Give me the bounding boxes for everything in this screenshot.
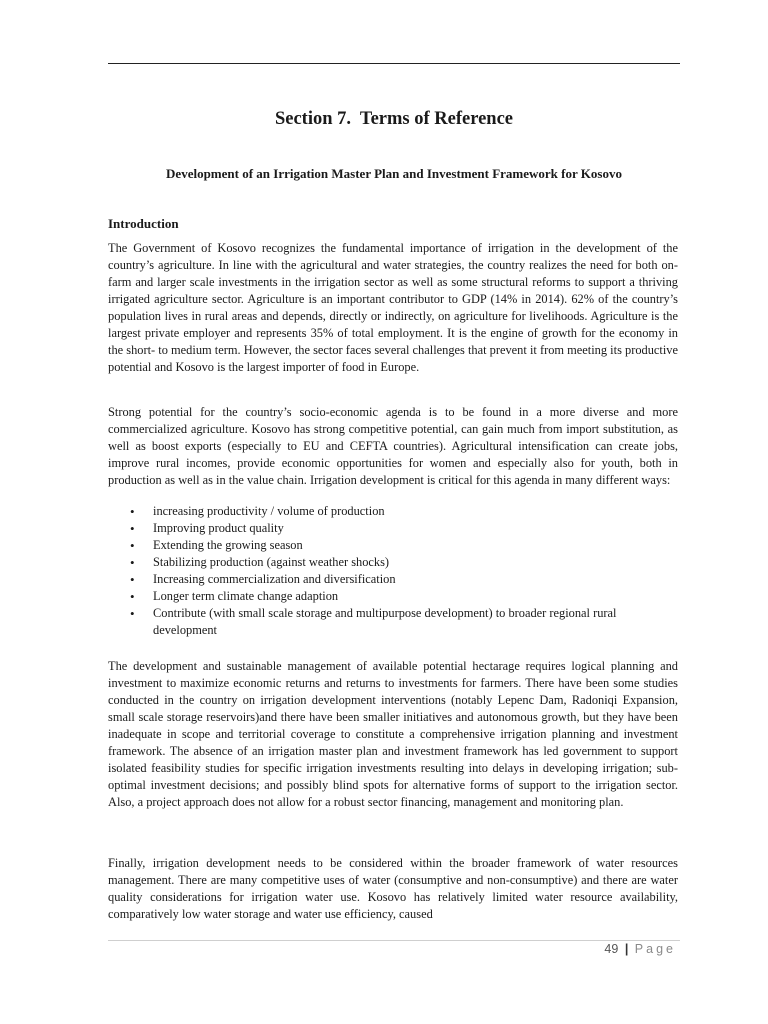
paragraph-potential: Strong potential for the country’s socio-economic agenda is to be found in a more diverse and more commercialized agriculture. Kosovo has strong competitive potential, can gain much from import substitution, as well as boost exports (especially to EU and CEFTA countries). Agricultural intensification can create jobs, improve rural incomes, provide economic opportunities for women and especially also for youth, both in production as well as in the value chain. Irrigation development is critical for this agenda in many different ways:: [108, 405, 678, 487]
header-rule: [108, 63, 680, 64]
footer-separator: |: [624, 942, 629, 956]
document-subtitle: Development of an Irrigation Master Plan and Investment Framework for Kosovo: [166, 166, 622, 181]
footer-rule: [108, 940, 680, 941]
list-item: • Extending the growing season: [108, 537, 678, 554]
list-item: • Longer term climate change adaption: [108, 588, 678, 605]
paragraph-development: The development and sustainable management of available potential hectarage requires logical planning and investment to maximize economic returns and returns to investments for farmers. There have been some studies conducted in the country on irrigation development interventions (notably Lepenc Dam, Radoniqi Expansion, small scale storage reservoirs)and there have been smaller initiatives and autonomous growth, but they have been inadequate in scope and territorial coverage to constitute a comprehensive irrigation planning and investment framework. The absence of an irrigation master plan and investment framework has led government to support isolated feasibility studies for specific irrigation investments resulting into delays in developing irrigation; sub-optimal investment decisions; and possibly blind spots for alternative forms of support to the irrigation sector. Also, a project approach does not allow for a robust sector financing, management and monitoring plan.: [108, 659, 678, 809]
list-item: • Increasing commercialization and diversification: [108, 571, 678, 588]
list-item: • Improving product quality: [108, 520, 678, 537]
introduction-heading: Introduction: [108, 216, 179, 231]
list-item: • Stabilizing production (against weather shocks): [108, 554, 678, 571]
paragraph-intro: The Government of Kosovo recognizes the fundamental importance of irrigation in the development of the country’s agriculture. In line with the agricultural and water strategies, the country realizes the need for both on-farm and larger scale investments in the irrigation sector as well as some structural reforms to support a thriving irrigated agriculture sector. Agriculture is an important contributor to GDP (14% in 2014). 62% of the country’s population lives in rural areas and depends, directly or indirectly, on agriculture for livelihoods. Agriculture is the largest private employer and represents 35% of total employment. It is the engine of growth for the economy in the short- to medium term. However, the sector faces several challenges that prevent it from meeting its productive potential and Kosovo is the largest importer of food in Europe.: [108, 241, 678, 374]
page-footer: [604, 942, 676, 956]
bullet-list: [108, 503, 678, 639]
list-item: • increasing productivity / volume of production: [108, 503, 678, 520]
list-item: • Contribute (with small scale storage and multipurpose development) to broader regional rural development: [108, 605, 678, 639]
page-label: Page: [634, 942, 676, 956]
paragraph-finally: Finally, irrigation development needs to be considered within the broader framework of water resources management. There are many competitive uses of water (consumptive and non-consumptive) and there are water quality considerations for irrigation water use. Kosovo has relatively limited water resource availability, comparatively low water storage and water use efficiency, caused: [108, 856, 678, 921]
page-number: 49: [604, 942, 619, 956]
section-title: Section 7. Terms of Reference: [274, 109, 514, 129]
